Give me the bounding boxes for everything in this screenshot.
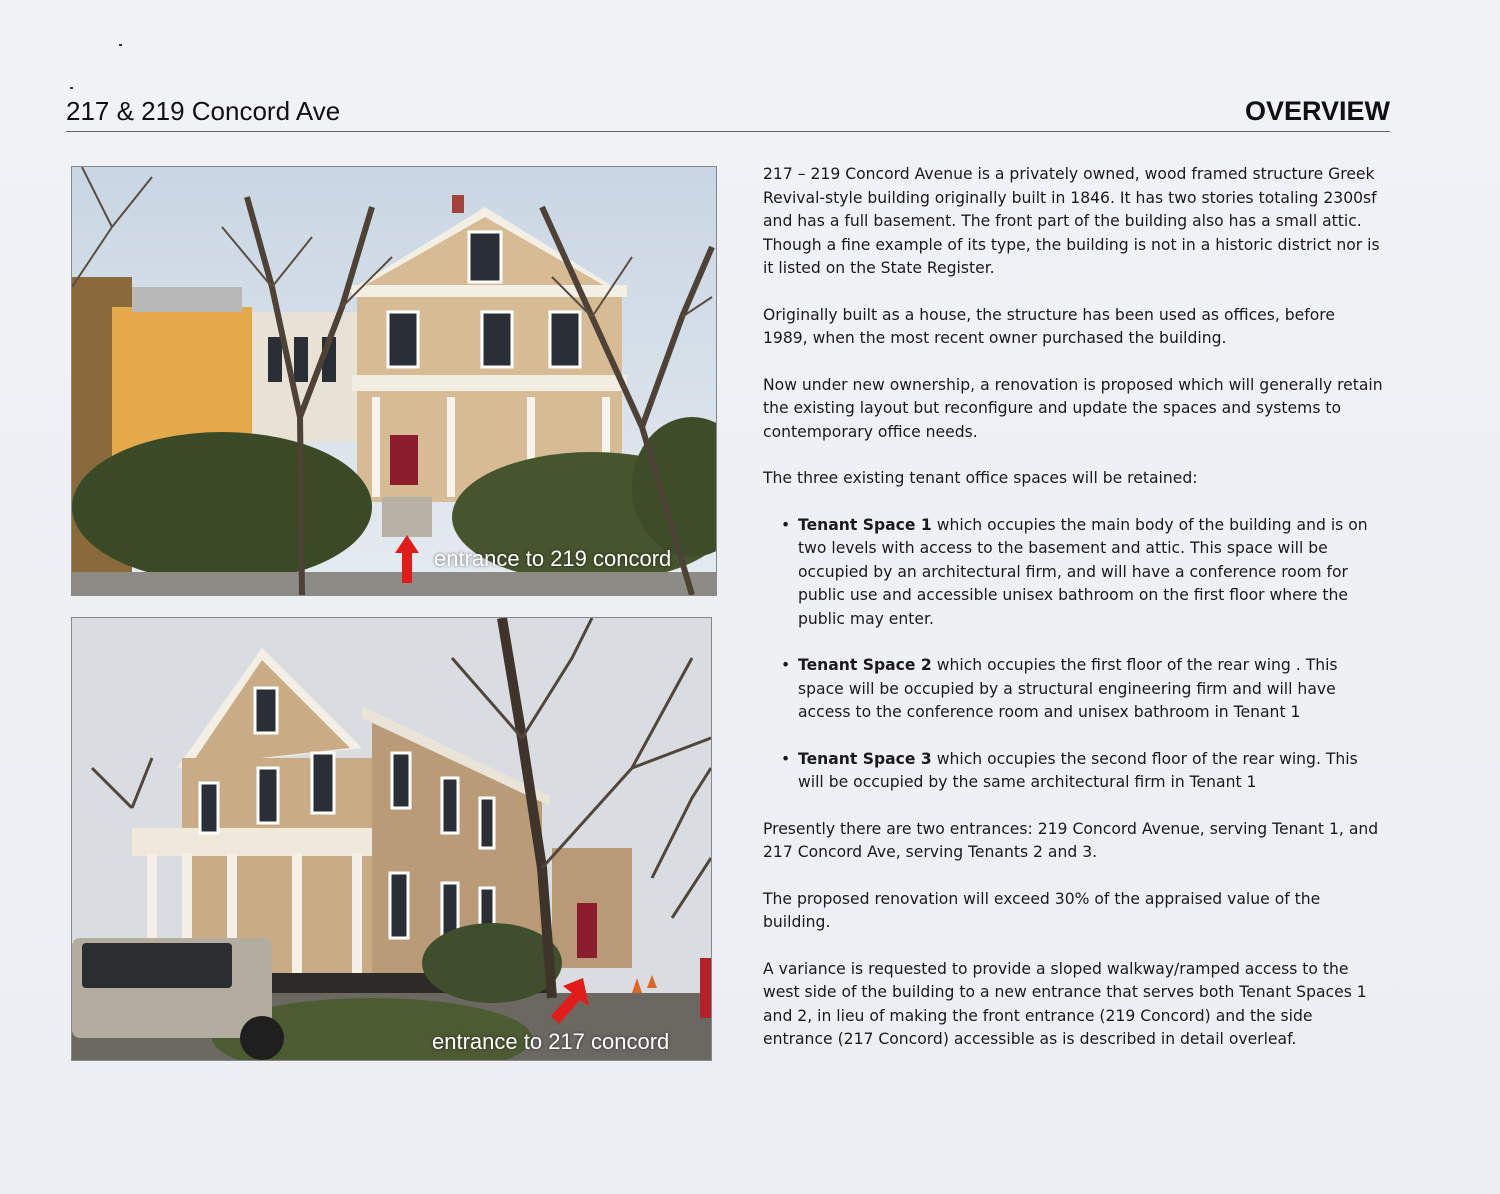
tenant-list	[763, 514, 1383, 795]
overview-text	[763, 163, 1383, 1075]
paragraph: The proposed renovation will exceed 30% of the appraised value of the building.	[763, 889, 1321, 931]
house-front-illustration	[72, 167, 716, 595]
paragraph: Now under new ownership, a renovation is proposed which will generally retain the existing layout but reconfigure and update the spaces and systems to contemporary office needs.	[763, 375, 1383, 441]
photo-caption: entrance to 219 concord	[434, 546, 672, 571]
arrow-diagonal-icon	[549, 978, 589, 1024]
paragraph: A variance is requested to provide a sloped walkway/ramped access to the west side of the building to a new entrance that serves both Tenant Spaces 1 and 2, in lieu of making the front entrance (219 Concord) and the side entrance (217 Concord) accessible as is described in detail overleaf.	[763, 959, 1367, 1048]
photo-caption: entrance to 217 concord	[432, 1029, 670, 1054]
tenant-description: which occupies the first floor of the rear wing . This space will be occupied by a structural engineering firm and will have access to the conference room and unisex bathroom in Tenant 1	[798, 656, 1338, 721]
scan-speck	[70, 87, 73, 89]
arrow-up-icon	[395, 535, 419, 583]
document-title: 217 & 219 Concord Ave	[66, 96, 341, 126]
paragraph: Originally built as a house, the structure has been used as offices, before 1989, when the most recent owner purchased the building.	[763, 305, 1335, 347]
tenant-name: Tenant Space 3	[798, 749, 932, 768]
list-item	[798, 654, 1383, 725]
scan-speck	[119, 44, 122, 46]
paragraph: The three existing tenant office spaces will be retained:	[763, 469, 1198, 487]
paragraph: Presently there are two entrances: 219 Concord Avenue, serving Tenant 1, and 217 Concord Ave, serving Tenants 2 and 3.	[763, 819, 1379, 861]
photo-219-concord	[71, 166, 717, 596]
tenant-description: which occupies the main body of the building and is on two levels with access to the basement and attic. This space will be occupied by an architectural firm, and will have a conference room for public use and accessible unisex bathroom on the first floor where the public may enter.	[798, 515, 1368, 628]
tenant-description: which occupies the second floor of the rear wing. This will be occupied by the same architectural firm in Tenant 1	[798, 749, 1358, 791]
house-side-illustration	[72, 618, 711, 1060]
list-item	[798, 514, 1383, 632]
photo-217-concord	[71, 617, 712, 1061]
paragraph: 217 – 219 Concord Avenue is a privately owned, wood framed structure Greek Revival-style building originally built in 1846. It has two stories totaling 2300sf and has a full basement. The front part of the building also has a small attic. Though a fine example of its type, the building is not in a historic district nor is it listed on the State Register.	[763, 165, 1380, 277]
header-rule	[66, 131, 1390, 132]
section-title: OVERVIEW	[1244, 96, 1390, 126]
tenant-name: Tenant Space 1	[798, 515, 932, 534]
list-item	[798, 748, 1383, 795]
tenant-name: Tenant Space 2	[798, 656, 932, 674]
